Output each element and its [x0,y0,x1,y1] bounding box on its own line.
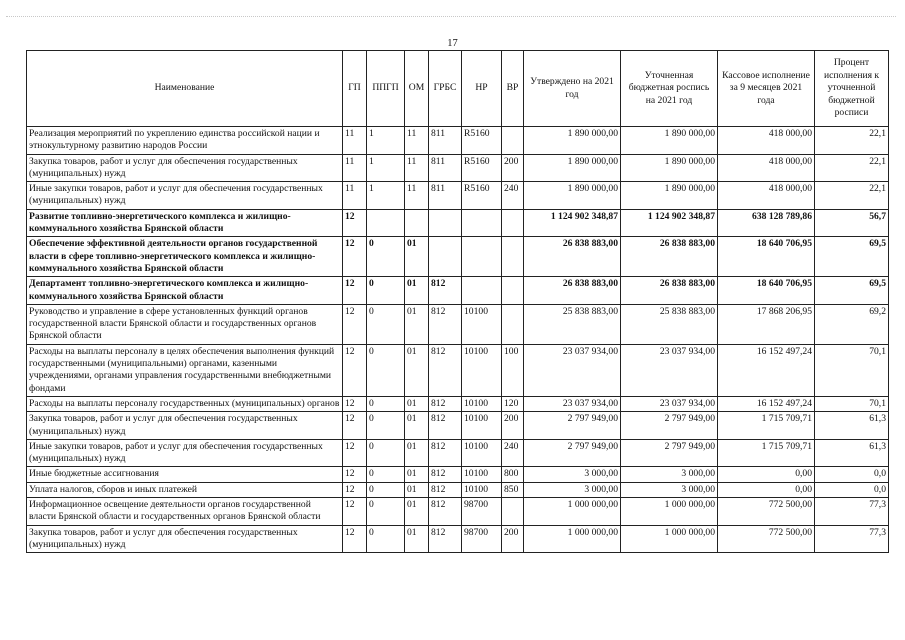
cell-name: Информационное освещение деятельности органов государственной власти Брянской области и государственных органов Брянской области [27,498,343,526]
cell-name: Иные закупки товаров, работ и услуг для обеспечения государственных (муниципальных) нужд [27,439,343,467]
cell-grbs: 812 [429,277,462,305]
cell-approved: 1 000 000,00 [524,525,621,553]
header-cash: Кассовое исполнение за 9 месяцев 2021 года [718,51,815,127]
cell-np: 10100 [462,344,502,396]
cell-grbs: 812 [429,498,462,526]
cell-vr: 240 [502,439,524,467]
cell-grbs [429,237,462,277]
cell-cash: 18 640 706,95 [718,277,815,305]
cell-ppgp: 0 [367,498,405,526]
table-row [27,525,889,553]
cell-ppgp: 0 [367,439,405,467]
cell-name: Развитие топливно-энергетического комплекса и жилищно-коммунального хозяйства Брянской области [27,209,343,237]
cell-refined: 2 797 949,00 [621,412,718,440]
cell-cash: 638 128 789,86 [718,209,815,237]
cell-cash: 0,00 [718,482,815,497]
cell-gp: 11 [343,127,367,155]
cell-refined: 26 838 883,00 [621,277,718,305]
cell-np: 10100 [462,467,502,482]
cell-name: Иные бюджетные ассигнования [27,467,343,482]
table-row [27,396,889,411]
cell-np: 10100 [462,439,502,467]
cell-refined: 25 838 883,00 [621,304,718,344]
cell-vr [502,277,524,305]
cell-ppgp: 0 [367,396,405,411]
cell-approved: 1 124 902 348,87 [524,209,621,237]
header-grbs: ГРБС [429,51,462,127]
cell-refined: 23 037 934,00 [621,344,718,396]
cell-grbs: 812 [429,467,462,482]
cell-np: 10100 [462,482,502,497]
cell-approved: 3 000,00 [524,482,621,497]
cell-approved: 26 838 883,00 [524,237,621,277]
cell-percent: 61,3 [815,412,889,440]
cell-percent: 77,3 [815,498,889,526]
cell-om: 01 [405,277,429,305]
cell-approved: 1 890 000,00 [524,182,621,210]
cell-cash: 1 715 709,71 [718,412,815,440]
cell-approved: 3 000,00 [524,467,621,482]
cell-gp: 12 [343,439,367,467]
cell-om: 01 [405,525,429,553]
cell-om: 01 [405,467,429,482]
cell-percent: 0,0 [815,482,889,497]
header-gp: ГП [343,51,367,127]
table-row [27,154,889,182]
cell-ppgp: 0 [367,304,405,344]
cell-gp: 12 [343,304,367,344]
cell-np: R5160 [462,154,502,182]
cell-om: 01 [405,498,429,526]
cell-percent: 70,1 [815,344,889,396]
table-header-row [27,51,889,127]
cell-cash: 772 500,00 [718,525,815,553]
cell-vr: 200 [502,154,524,182]
cell-refined: 1 000 000,00 [621,525,718,553]
cell-percent: 77,3 [815,525,889,553]
cell-gp: 12 [343,482,367,497]
cell-grbs: 812 [429,396,462,411]
cell-grbs: 811 [429,127,462,155]
table-row [27,439,889,467]
header-percent: Процент исполнения к уточненной бюджетной росписи [815,51,889,127]
cell-grbs: 812 [429,525,462,553]
cell-gp: 12 [343,209,367,237]
cell-vr: 200 [502,412,524,440]
cell-refined: 26 838 883,00 [621,237,718,277]
cell-om: 01 [405,439,429,467]
cell-ppgp: 1 [367,127,405,155]
table-row [27,182,889,210]
cell-vr [502,498,524,526]
cell-cash: 18 640 706,95 [718,237,815,277]
cell-percent: 22,1 [815,182,889,210]
cell-np: 10100 [462,304,502,344]
cell-cash: 16 152 497,24 [718,396,815,411]
table-row [27,467,889,482]
header-vr: ВР [502,51,524,127]
cell-grbs: 812 [429,412,462,440]
cell-ppgp: 0 [367,525,405,553]
cell-om: 11 [405,127,429,155]
cell-gp: 12 [343,498,367,526]
header-om: ОМ [405,51,429,127]
cell-approved: 1 890 000,00 [524,127,621,155]
cell-name: Закупка товаров, работ и услуг для обеспечения государственных (муниципальных) нужд [27,525,343,553]
cell-np [462,277,502,305]
cell-percent: 69,2 [815,304,889,344]
header-np: НР [462,51,502,127]
cell-approved: 2 797 949,00 [524,439,621,467]
cell-vr: 200 [502,525,524,553]
cell-np: R5160 [462,182,502,210]
cell-approved: 23 037 934,00 [524,344,621,396]
cell-grbs: 811 [429,154,462,182]
cell-name: Департамент топливно-энергетического комплекса и жилищно-коммунального хозяйства Брянской области [27,277,343,305]
cell-grbs: 812 [429,304,462,344]
cell-refined: 3 000,00 [621,467,718,482]
cell-percent: 0,0 [815,467,889,482]
cell-name: Реализация мероприятий по укреплению единства российской нации и этнокультурному развитию народов России [27,127,343,155]
cell-gp: 12 [343,525,367,553]
cell-name: Обеспечение эффективной деятельности органов государственной власти в сфере топливно-энергетического комплекса и жилищно-коммунального хозяйства Брянской области [27,237,343,277]
table-row [27,412,889,440]
table-row [27,482,889,497]
cell-vr [502,237,524,277]
cell-cash: 418 000,00 [718,182,815,210]
cell-name: Закупка товаров, работ и услуг для обеспечения государственных (муниципальных) нужд [27,412,343,440]
cell-name: Расходы на выплаты персоналу государственных (муниципальных) органов [27,396,343,411]
cell-approved: 1 000 000,00 [524,498,621,526]
cell-gp: 12 [343,344,367,396]
cell-percent: 61,3 [815,439,889,467]
cell-om: 11 [405,182,429,210]
cell-cash: 17 868 206,95 [718,304,815,344]
cell-name: Руководство и управление в сфере установленных функций органов государственной власти Брянской области и государственных органов Брянской области [27,304,343,344]
cell-name: Расходы на выплаты персоналу в целях обеспечения выполнения функций государственными (муниципальными) органами, казенными учреждениями, органами управления государственными внебюджетными фондами [27,344,343,396]
cell-approved: 1 890 000,00 [524,154,621,182]
cell-ppgp: 0 [367,237,405,277]
table-row [27,304,889,344]
table-row [27,344,889,396]
cell-grbs: 812 [429,344,462,396]
cell-ppgp: 0 [367,482,405,497]
cell-refined: 1 124 902 348,87 [621,209,718,237]
scan-edge-dots [6,16,896,20]
cell-vr: 120 [502,396,524,411]
cell-om: 01 [405,412,429,440]
cell-cash: 418 000,00 [718,127,815,155]
cell-refined: 1 000 000,00 [621,498,718,526]
cell-grbs [429,209,462,237]
cell-vr [502,209,524,237]
cell-vr: 850 [502,482,524,497]
header-name: Наименование [27,51,343,127]
cell-gp: 12 [343,412,367,440]
cell-ppgp: 1 [367,182,405,210]
cell-gp: 11 [343,154,367,182]
cell-grbs: 812 [429,482,462,497]
header-refined: Уточненная бюджетная роспись на 2021 год [621,51,718,127]
cell-cash: 0,00 [718,467,815,482]
cell-grbs: 812 [429,439,462,467]
cell-vr: 240 [502,182,524,210]
budget-execution-table [26,50,889,553]
cell-gp: 12 [343,237,367,277]
cell-percent: 56,7 [815,209,889,237]
cell-gp: 12 [343,277,367,305]
cell-np: 10100 [462,396,502,411]
cell-approved: 26 838 883,00 [524,277,621,305]
cell-name: Закупка товаров, работ и услуг для обеспечения государственных (муниципальных) нужд [27,154,343,182]
cell-om: 01 [405,482,429,497]
cell-percent: 22,1 [815,154,889,182]
cell-percent: 69,5 [815,237,889,277]
cell-cash: 418 000,00 [718,154,815,182]
cell-percent: 69,5 [815,277,889,305]
table-row [27,127,889,155]
cell-np: R5160 [462,127,502,155]
table-row [27,209,889,237]
cell-np [462,209,502,237]
cell-vr [502,127,524,155]
cell-vr: 100 [502,344,524,396]
cell-approved: 25 838 883,00 [524,304,621,344]
cell-ppgp: 0 [367,467,405,482]
cell-cash: 1 715 709,71 [718,439,815,467]
cell-gp: 12 [343,396,367,411]
cell-om: 01 [405,396,429,411]
header-approved: Утверждено на 2021 год [524,51,621,127]
cell-om: 01 [405,304,429,344]
cell-percent: 70,1 [815,396,889,411]
cell-vr: 800 [502,467,524,482]
cell-name: Уплата налогов, сборов и иных платежей [27,482,343,497]
cell-np [462,237,502,277]
cell-refined: 23 037 934,00 [621,396,718,411]
cell-om: 01 [405,344,429,396]
table-row [27,277,889,305]
cell-np: 98700 [462,498,502,526]
cell-vr [502,304,524,344]
cell-np: 10100 [462,412,502,440]
table-row [27,498,889,526]
table-body [27,127,889,553]
page-number: 17 [447,38,458,49]
cell-gp: 11 [343,182,367,210]
cell-refined: 1 890 000,00 [621,127,718,155]
cell-om [405,209,429,237]
header-ppgp: ППГП [367,51,405,127]
cell-om: 11 [405,154,429,182]
cell-ppgp [367,209,405,237]
cell-cash: 772 500,00 [718,498,815,526]
cell-ppgp: 0 [367,344,405,396]
cell-approved: 2 797 949,00 [524,412,621,440]
cell-refined: 1 890 000,00 [621,154,718,182]
cell-refined: 3 000,00 [621,482,718,497]
cell-name: Иные закупки товаров, работ и услуг для обеспечения государственных (муниципальных) нужд [27,182,343,210]
cell-om: 01 [405,237,429,277]
cell-gp: 12 [343,467,367,482]
table-row [27,237,889,277]
cell-grbs: 811 [429,182,462,210]
cell-ppgp: 1 [367,154,405,182]
cell-ppgp: 0 [367,412,405,440]
cell-refined: 2 797 949,00 [621,439,718,467]
cell-refined: 1 890 000,00 [621,182,718,210]
cell-cash: 16 152 497,24 [718,344,815,396]
cell-percent: 22,1 [815,127,889,155]
cell-approved: 23 037 934,00 [524,396,621,411]
cell-np: 98700 [462,525,502,553]
cell-ppgp: 0 [367,277,405,305]
